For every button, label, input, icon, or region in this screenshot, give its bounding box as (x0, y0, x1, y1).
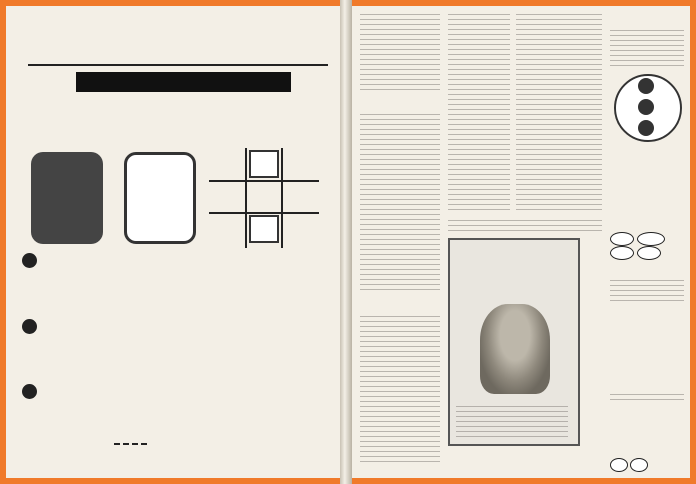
text-block (360, 14, 440, 92)
section-north-group (22, 253, 37, 271)
grid-digit (285, 215, 315, 243)
title-underline (28, 64, 328, 66)
book-gutter (340, 0, 352, 484)
text-block (516, 14, 602, 214)
shop-ad (448, 238, 580, 446)
grid-digit (249, 150, 279, 178)
direction-grid (209, 148, 319, 248)
text-block (448, 220, 602, 234)
text-block (610, 394, 684, 402)
summary-footer (114, 438, 147, 448)
bottom-summary (610, 458, 648, 474)
text-block (360, 316, 440, 466)
text-block (360, 114, 440, 294)
left-page (6, 6, 340, 478)
grid-digit (212, 150, 242, 178)
big-digit-1 (31, 152, 103, 244)
big-digit-2 (124, 152, 196, 244)
author-banner (76, 72, 291, 92)
right-summary-2 (610, 246, 661, 262)
statue-image (480, 304, 550, 394)
text-block (448, 14, 510, 214)
number-dial (614, 74, 682, 142)
section-south-pair (22, 384, 37, 402)
ad-text (456, 406, 568, 438)
text-block (610, 280, 684, 302)
grid-digit (249, 215, 279, 243)
grid-digit (249, 182, 279, 210)
section-north-pair (22, 319, 37, 337)
grid-digit (285, 150, 315, 178)
text-block (610, 30, 684, 70)
right-page (352, 6, 690, 478)
